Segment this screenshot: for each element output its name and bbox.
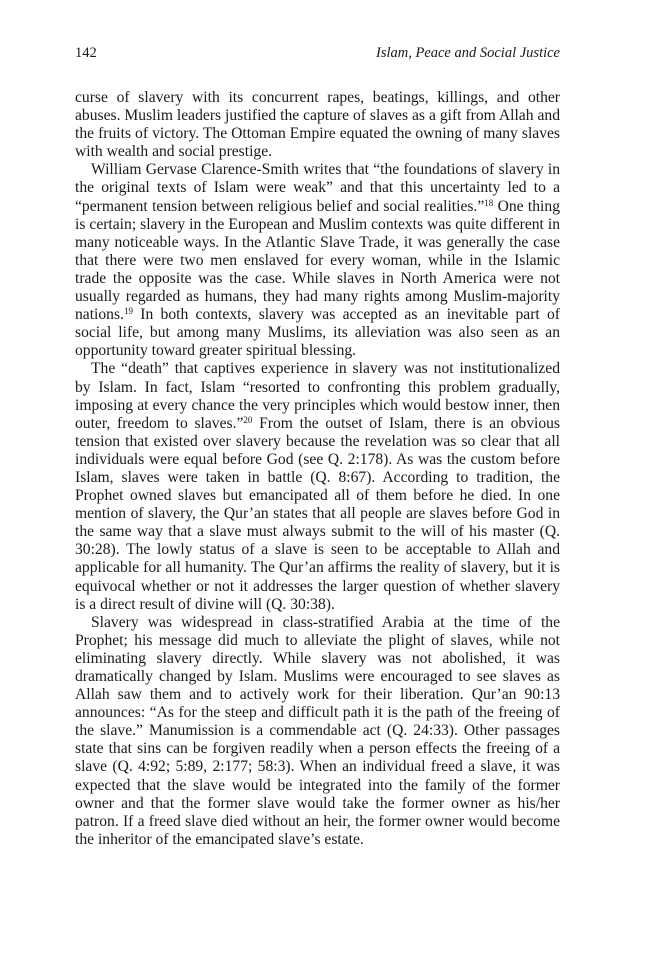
paragraph-1 xyxy=(75,89,560,161)
running-title: Islam, Peace and Social Justice xyxy=(375,45,560,61)
body-text xyxy=(75,89,560,849)
paragraph-2-part-c: In both contexts, slavery was accepted as an inevitable part of social life, but among many Muslims, its alleviation was also seen as an opportunity toward greater spiritual blessing. xyxy=(75,306,560,360)
paragraph-1-text: curse of slavery with its concurrent rapes, beatings, killings, and other abuses. Muslim leaders justified the capture of slaves as a gift from Allah and the fruits of victory. The Ottoman Empire equated the owning of many slaves with wealth and social prestige. xyxy=(75,89,560,161)
page-header xyxy=(75,45,560,67)
paragraph-3-part-a: The “death” that captives experience in slavery was not institutionalized by Islam. In fact, Islam “resorted to confronting this problem gradually, imposing at every chance the very principles which would bestow inner, then outer, freedom to slaves.” xyxy=(75,360,560,432)
paragraph-2 xyxy=(75,161,560,360)
paragraph-4 xyxy=(75,614,560,849)
paragraph-3 xyxy=(75,360,560,613)
footnote-ref-20: 20 xyxy=(243,414,253,425)
footnote-ref-19: 19 xyxy=(123,306,133,317)
paragraph-2-part-b: One thing is certain; slavery in the European and Muslim contexts was quite different in many noticeable ways. In the Atlantic Slave Trade, it was generally the case that there were two men enslaved for every woman, while in the Islamic trade the opposite was the case. While slaves in North America were not usually regarded as humans, they had many rights among Muslim-majority nations. xyxy=(75,197,560,324)
paragraph-3-part-b: From the outset of Islam, there is an obvious tension that existed over slavery because the revelation was so clear that all individuals were equal before God (see Q. 2:178). As was the custom before Islam, slaves were taken in battle (Q. 8:67). According to tradition, the Prophet owned slaves but emancipated all of them before he died. In one mention of slavery, the Qur’an states that all people are slaves before God in the same way that a slave must always submit to the will of his master (Q. 30:28). The lowly status of a slave is seen to be acceptable to Allah and applicable for all humanity. The Qur’an affirms the reality of slavery, but it is equivocal whether or not it addresses the larger question of whether slavery is a direct result of divine will (Q. 30:38). xyxy=(75,414,560,613)
footnote-ref-18: 18 xyxy=(484,197,494,208)
page-number: 142 xyxy=(75,45,97,61)
paragraph-4-text: Slavery was widespread in class-stratified Arabia at the time of the Prophet; his message did much to alleviate the plight of slaves, while not eliminating slavery directly. While slavery was not abolished, it was dramatically changed by Islam. Muslims were encouraged to see slaves as Allah saw them and to actively work for their liberation. Qur’an 90:13 announces: “As for the steep and difficult path it is the path of the freeing of the slave.” Manumission is a commendable act (Q. 24:33). Other passages state that sins can be forgiven readily when a person effects the freeing of a slave (Q. 4:92; 5:89, 2:177; 58:3). When an individual freed a slave, it was expected that the slave would be integrated into the family of the former owner and that the former slave would take the former owner as his/her patron. If a freed slave died without an heir, the former owner would become the inheritor of the emancipated slave’s estate. xyxy=(75,613,560,848)
paragraph-2-part-a: William Gervase Clarence-Smith writes that “the foundations of slavery in the original texts of Islam were weak” and that this uncertainty led to a “permanent tension between religious belief and social realities.” xyxy=(75,161,560,215)
